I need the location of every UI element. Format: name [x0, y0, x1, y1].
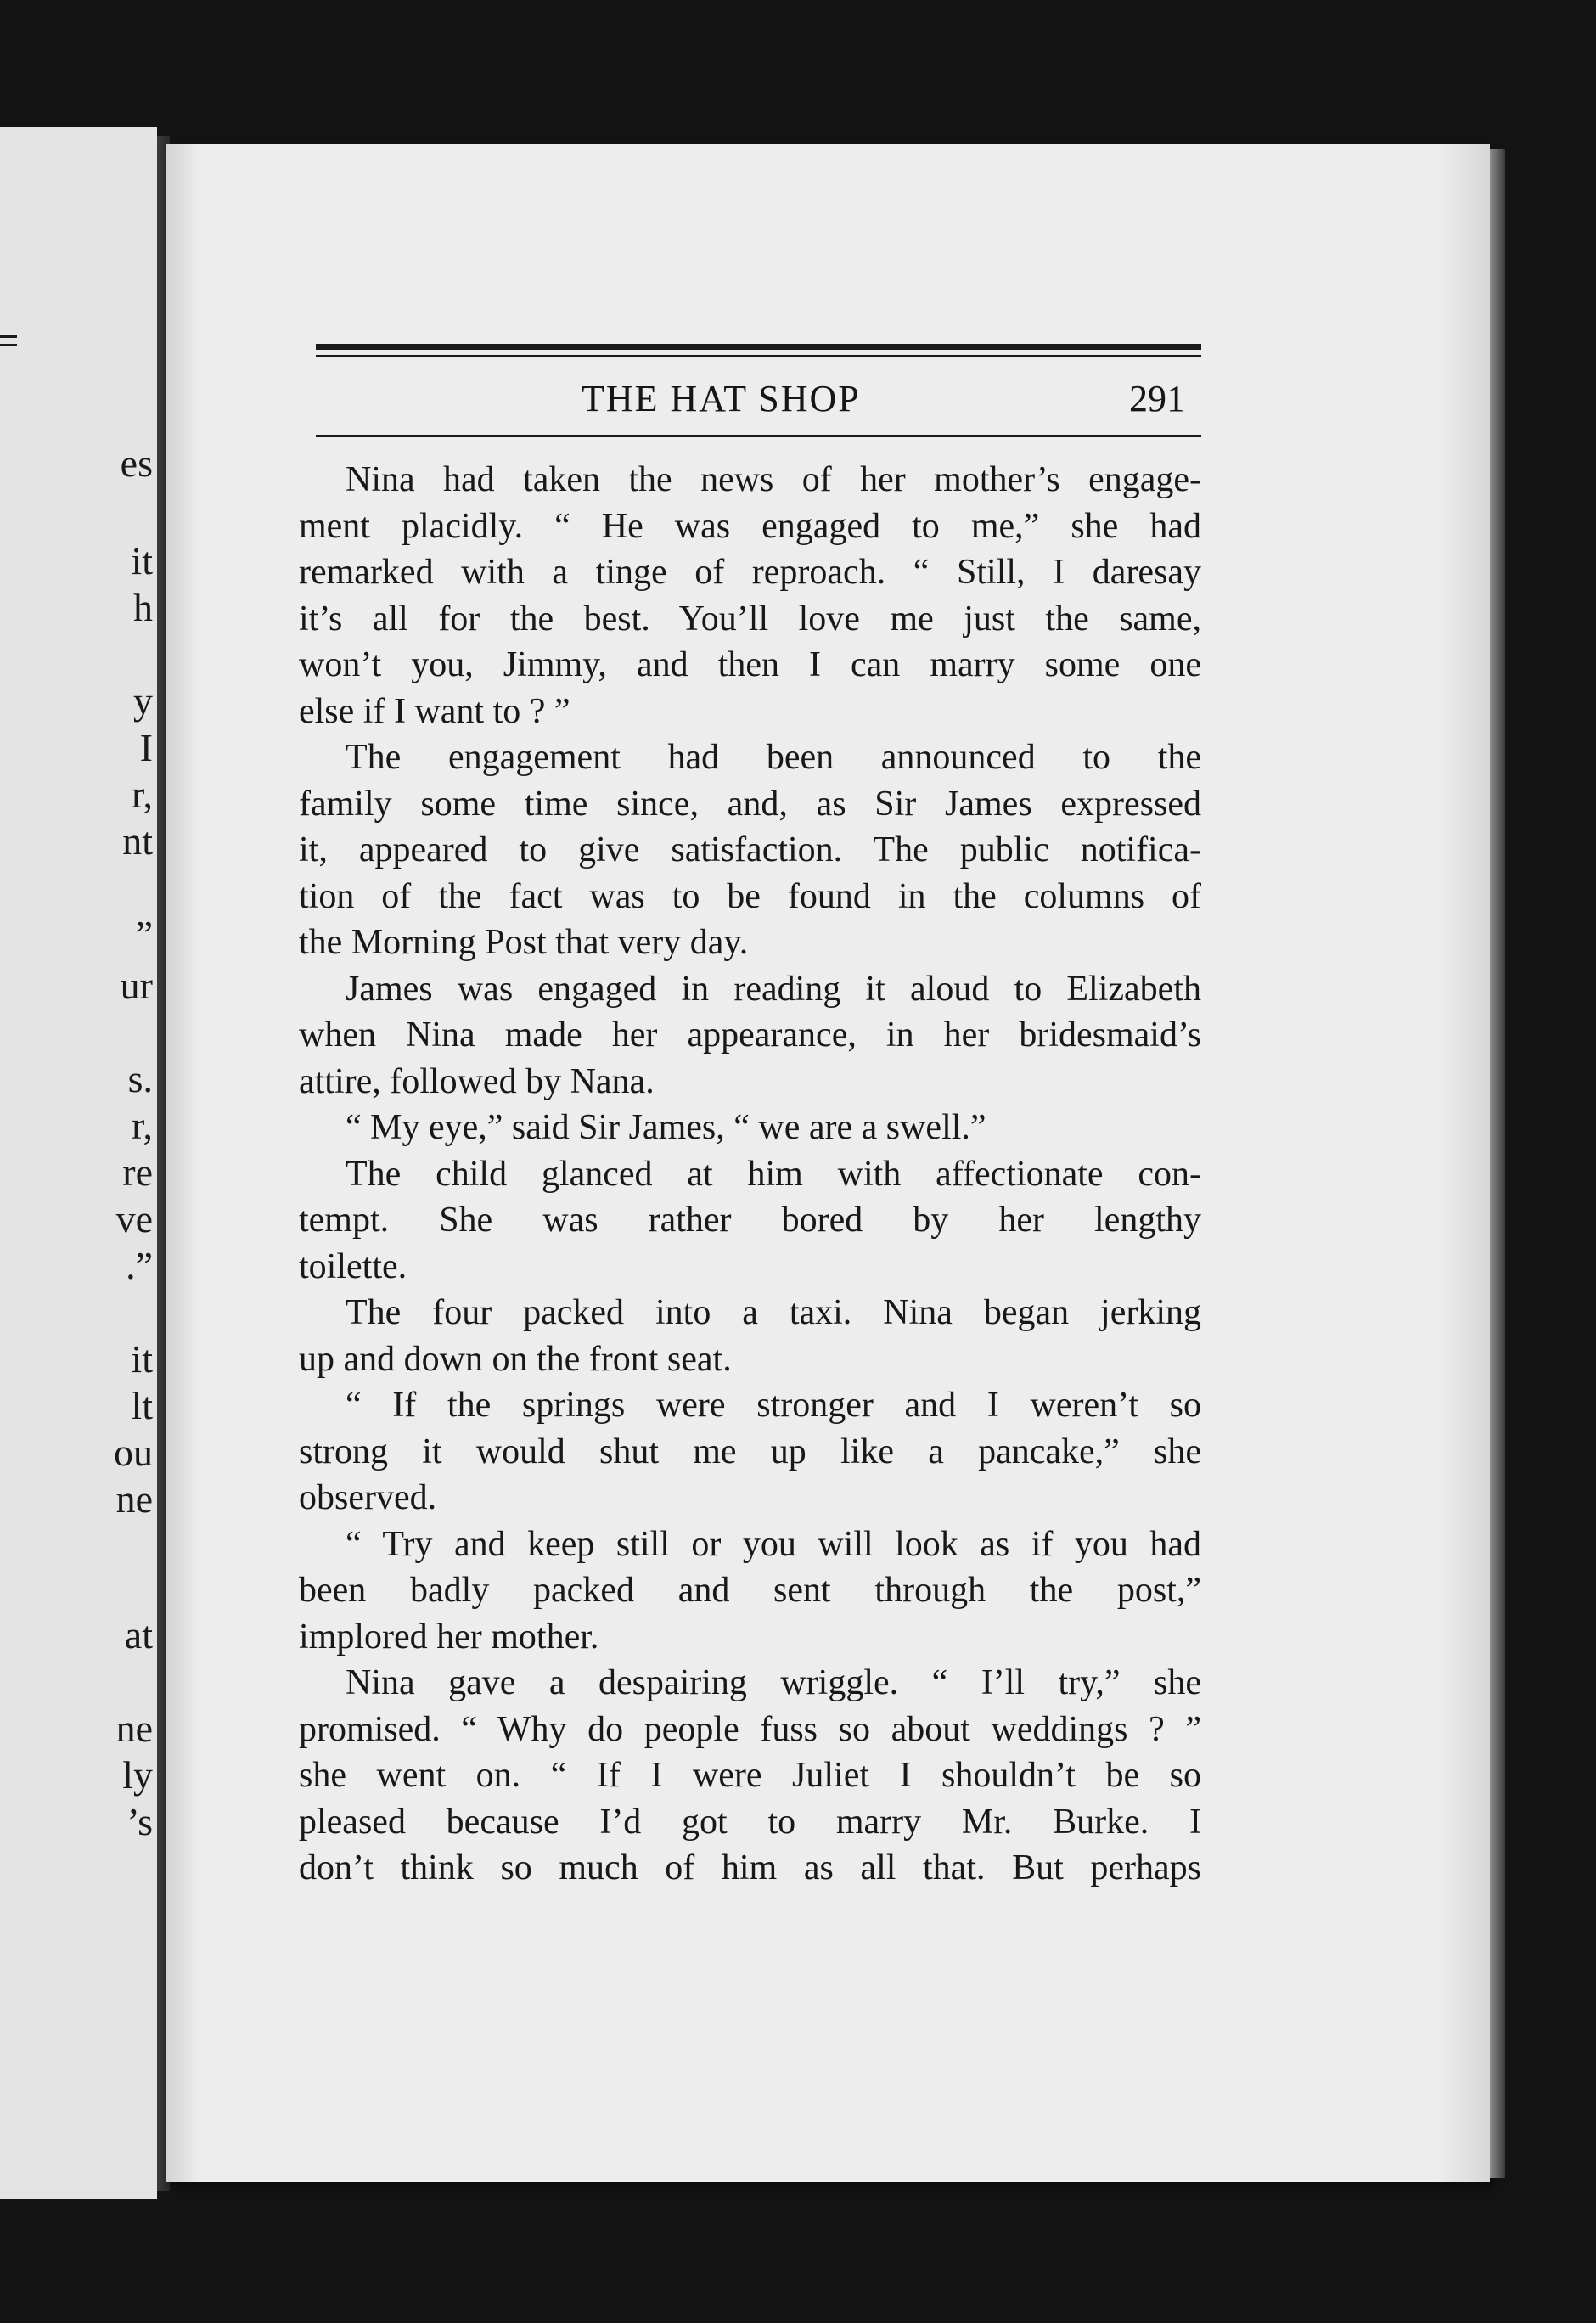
text-line: The four packed into a taxi. Nina began jerking: [346, 1293, 1201, 1332]
text-line: been badly packed and sent through the post,”: [299, 1571, 1201, 1610]
text-line: don’t think so much of him as all that. But perhaps: [299, 1848, 1201, 1887]
left-page-rule-mark: [0, 344, 17, 346]
text-line: when Nina made her appearance, in her bridesmaid’s: [299, 1015, 1201, 1055]
header-double-rule-thick: [316, 344, 1201, 350]
text-line: The child glanced at him with affectionate con-: [346, 1154, 1201, 1194]
left-page-fragment: h: [133, 586, 153, 629]
left-page-fragment: lt: [131, 1384, 153, 1427]
left-page-fragment: ne: [115, 1477, 153, 1521]
text-line: up and down on the front seat.: [299, 1339, 732, 1379]
left-page-fragment: y: [133, 679, 153, 723]
header-rule: [316, 435, 1201, 437]
text-line: “ My eye,” said Sir James, “ we are a swell.”: [346, 1108, 986, 1147]
text-line: tempt. She was rather bored by her lengthy: [299, 1201, 1201, 1240]
left-page-edge: [0, 127, 157, 2199]
left-page-fragment: ou: [114, 1431, 153, 1474]
text-line: ment placidly. “ He was engaged to me,” she had: [299, 506, 1201, 546]
text-line: she went on. “ If I were Juliet I shouldn’t be so: [299, 1756, 1201, 1795]
left-page-fragment: I: [139, 726, 153, 769]
text-line: family some time since, and, as Sir James expressed: [299, 784, 1201, 824]
text-line: else if I want to ? ”: [299, 691, 570, 731]
text-line: it, appeared to give satisfaction. The public notifica-: [299, 830, 1201, 869]
left-page-fragment: ne: [115, 1707, 153, 1750]
left-page-fragment: es: [120, 442, 153, 485]
text-line: promised. “ Why do people fuss so about weddings ? ”: [299, 1709, 1201, 1749]
text-line: James was engaged in reading it aloud to Elizabeth: [346, 969, 1201, 1009]
left-page-fragment: ve: [115, 1197, 153, 1240]
left-page-fragment: re: [122, 1150, 153, 1194]
text-line: tion of the fact was to be found in the columns of: [299, 876, 1201, 916]
text-line: “ If the springs were stronger and I weren’t so: [346, 1386, 1201, 1425]
running-title: THE HAT SHOP: [582, 378, 861, 419]
text-line: The engagement had been announced to the: [346, 738, 1201, 777]
text-line: attire, followed by Nana.: [299, 1061, 655, 1101]
text-line: won’t you, Jimmy, and then I can marry some one: [299, 645, 1201, 684]
text-line: remarked with a tinge of reproach. “ Still, I daresay: [299, 553, 1201, 592]
text-line: pleased because I’d got to marry Mr. Burke. I: [299, 1802, 1201, 1842]
left-page-fragment: at: [124, 1613, 153, 1656]
left-page-fragment: nt: [122, 819, 153, 863]
text-line: toilette.: [299, 1246, 407, 1286]
left-page-fragment: ”: [135, 913, 153, 956]
left-page-fragment: ly: [122, 1753, 153, 1797]
left-page-fragment: .”: [126, 1244, 153, 1287]
text-line: it’s all for the best. You’ll love me just the same,: [299, 599, 1201, 638]
left-page-fragment: it: [131, 539, 153, 582]
text-line: “ Try and keep still or you will look as if you had: [346, 1524, 1201, 1564]
text-line: implored her mother.: [299, 1617, 599, 1656]
text-line: Nina had taken the news of her mother’s engage-: [346, 460, 1201, 499]
left-page-fragment: r,: [132, 1104, 153, 1147]
text-line: observed.: [299, 1478, 437, 1517]
left-page-fragment: s.: [127, 1057, 153, 1100]
left-page-fragment: ’s: [126, 1800, 153, 1843]
page-number: 291: [1129, 378, 1185, 419]
left-page-fragment: ur: [120, 964, 153, 1007]
header-double-rule-thin: [316, 355, 1201, 357]
left-page-fragment: r,: [132, 773, 153, 816]
left-page-rule-mark: [0, 335, 17, 338]
text-line: the Morning Post that very day.: [299, 923, 749, 962]
text-line: strong it would shut me up like a pancake,” she: [299, 1431, 1201, 1471]
text-line: Nina gave a despairing wriggle. “ I’ll try,” she: [346, 1663, 1201, 1702]
page-body: [299, 457, 1201, 1892]
page-edge-shadow: [1490, 149, 1505, 2178]
left-page-fragment: it: [131, 1337, 153, 1381]
